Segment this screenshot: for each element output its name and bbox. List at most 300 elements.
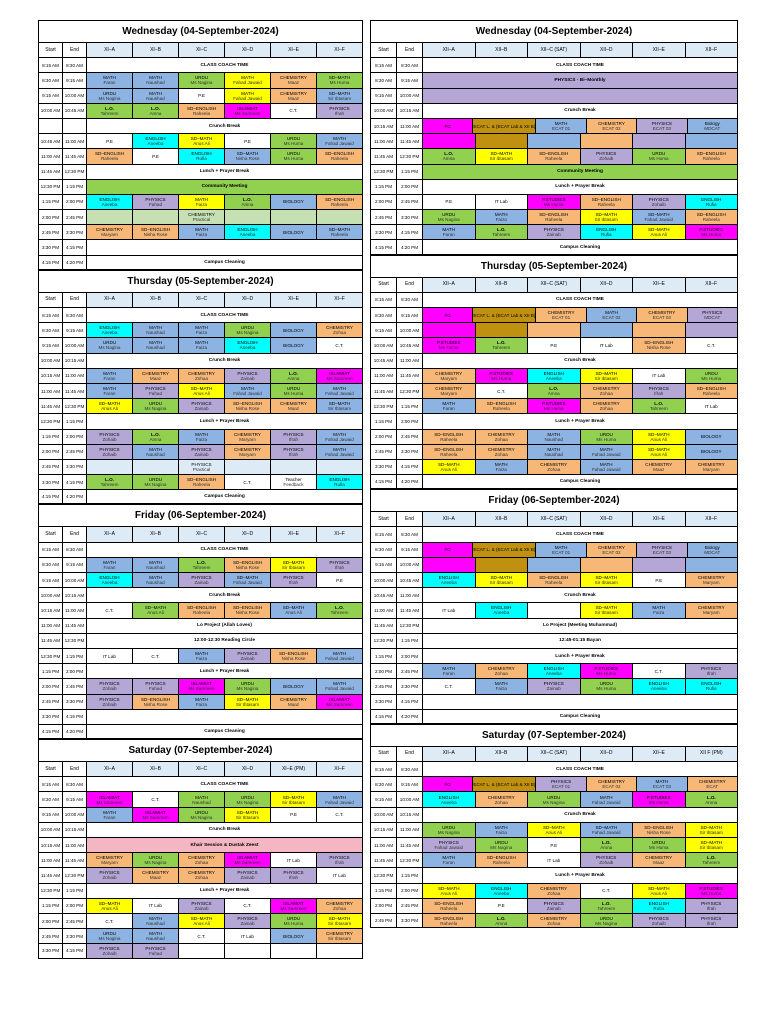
class-cell: [686, 664, 738, 678]
period-row: [38, 118, 363, 133]
merged-period: Lo Project (Allah Loves): [87, 619, 362, 633]
period-row: [38, 307, 363, 322]
middle-school-timetable: [38, 20, 363, 959]
class-cell: [633, 225, 686, 239]
subject-label: FG: [444, 781, 451, 787]
teacher-label: Fahad: [148, 391, 163, 397]
class-cell: [581, 460, 634, 474]
class-cell: [476, 369, 529, 383]
class-cell: [179, 89, 225, 103]
class-cell: [179, 899, 225, 913]
merged-period: Lunch + Prayer Break: [423, 414, 737, 428]
subject-label: P.E: [550, 342, 558, 348]
class-cell: [581, 664, 634, 678]
end-time: 12:30 PM: [397, 619, 423, 633]
period-row: [370, 474, 738, 489]
end-time: 8:30 AM: [397, 762, 423, 776]
period-row: [38, 867, 363, 882]
header-row: [370, 42, 738, 57]
teacher-label: Ms Huma: [283, 391, 304, 397]
class-cell: [476, 899, 529, 913]
subject-label: MATH: [195, 794, 208, 800]
start-time: 10:15 AM: [39, 838, 63, 852]
time-header: End: [397, 747, 423, 761]
teacher-label: Fahad Jawaid: [233, 80, 262, 86]
start-time: 11:00 AM: [39, 384, 63, 398]
end-time: 3:30 PM: [63, 225, 87, 239]
end-time: 4:15 PM: [63, 944, 87, 957]
teacher-label: Rufia: [705, 201, 717, 207]
teacher-label: Raheela: [330, 232, 349, 238]
class-cell: [423, 914, 476, 927]
end-time: 11:45 AM: [63, 619, 87, 633]
subject-label: C.T.: [243, 903, 252, 909]
teacher-label: Ms Huma: [648, 156, 669, 162]
subject-label: SD–MATH: [282, 559, 305, 565]
teacher-label: Zohaib: [102, 701, 117, 707]
class-cell: [317, 104, 362, 118]
end-time: 1:15 PM: [63, 180, 87, 194]
teacher-label: Ms Huma: [648, 799, 669, 805]
class-cell: [423, 210, 476, 224]
teacher-label: Maryam: [101, 860, 118, 866]
merged-period: Crunch Break: [87, 823, 362, 837]
class-cell: [317, 558, 362, 572]
time-header: End: [63, 43, 87, 57]
class-cell: [179, 73, 225, 87]
period-row: [38, 709, 363, 724]
subject-label: SD–ENGLISH: [486, 855, 516, 861]
teacher-label: Sir Ibtasam: [699, 845, 723, 851]
class-cell: [225, 149, 271, 163]
class-header: XI–C: [179, 762, 225, 776]
start-time: 1:15 PM: [39, 899, 63, 913]
start-time: 10:15 AM: [39, 369, 63, 383]
teacher-label: Ms Samreen: [234, 860, 261, 866]
period-row: [370, 557, 738, 572]
subject-label: ENGLISH: [491, 885, 512, 891]
period-row: [370, 429, 738, 444]
teacher-label: Fahad Jawaid: [325, 436, 354, 442]
class-cell: [87, 104, 133, 118]
header-row: [38, 292, 363, 307]
class-header: XI–D: [225, 527, 271, 541]
class-cell: [423, 679, 476, 693]
start-time: 9:15 AM: [39, 808, 63, 822]
class-cell: [476, 664, 529, 678]
time-header: Start: [371, 747, 397, 761]
class-header: XI–F: [317, 762, 362, 776]
class-cell: [225, 853, 271, 867]
class-cell: [528, 195, 581, 209]
period-row: [370, 88, 738, 103]
teacher-label: Raheela: [440, 451, 458, 457]
end-time: 12:30 PM: [63, 165, 87, 179]
subject-label: L.O.: [496, 227, 506, 233]
start-time: 8:15 AM: [371, 58, 397, 72]
teacher-label: Anus Ali: [440, 890, 458, 896]
class-cell: [133, 899, 179, 913]
subject-label: URDU: [102, 931, 117, 937]
teacher-label: Zainab: [240, 875, 255, 881]
teacher-label: Zainab: [546, 686, 561, 692]
class-header: XI–A: [87, 293, 133, 307]
period-row: [370, 791, 738, 806]
subject-label: ENGLISH: [145, 136, 166, 142]
day-title: Wednesday (04-September-2024): [38, 20, 363, 42]
class-cell: [87, 399, 133, 413]
teacher-label: Raheela: [100, 156, 119, 162]
class-cell: [317, 149, 362, 163]
subject-label: SD–MATH: [647, 431, 670, 437]
end-time: 4:15 PM: [63, 475, 87, 489]
class-header: XI–A: [87, 527, 133, 541]
period-row: [38, 72, 363, 87]
class-header: XII–E: [633, 747, 686, 761]
teacher-label: Faiza: [495, 466, 507, 472]
teacher-label: Ifrah: [654, 391, 664, 397]
class-cell: [686, 792, 738, 806]
teacher-label: Ms Nagina: [490, 845, 513, 851]
end-time: 12:30 PM: [397, 149, 423, 163]
teacher-label: Faran: [103, 80, 116, 86]
start-time: 8:30 AM: [371, 777, 397, 791]
subject-label: SD–ENGLISH: [486, 401, 516, 407]
subject-label: Biology: [704, 121, 720, 127]
class-cell: [633, 792, 686, 806]
class-cell: [317, 195, 362, 209]
teacher-label: Naushad: [146, 345, 165, 351]
class-cell: [423, 384, 476, 398]
subject-label: BIOLOGY: [283, 199, 304, 205]
period-row: [38, 542, 363, 557]
class-cell: [423, 777, 473, 791]
class-cell: [225, 868, 271, 882]
end-time: 3:30 PM: [397, 679, 423, 693]
teacher-label: ECAT 03: [652, 549, 671, 555]
teacher-label: Maryam: [702, 466, 720, 472]
class-cell: [688, 308, 737, 322]
teacher-label: Anus Ali: [440, 466, 458, 472]
subject-label: BIOLOGY: [283, 327, 304, 333]
start-time: 2:00 PM: [39, 914, 63, 928]
teacher-label: Zohaa: [194, 860, 209, 866]
teacher-label: Zainab: [194, 905, 209, 911]
subject-label: PHYSICS: [329, 105, 350, 111]
subject-label: CHEMISTRY: [142, 870, 169, 876]
class-cell: [423, 445, 476, 459]
class-cell: [225, 558, 271, 572]
class-cell: [423, 134, 476, 148]
subject-label: URDU: [286, 151, 301, 157]
subject-label: ENGLISH: [237, 227, 258, 233]
class-cell: [476, 914, 529, 927]
period-row: [38, 913, 363, 928]
start-time: 2:45 PM: [371, 914, 397, 927]
teacher-label: Zohaib: [102, 451, 117, 457]
teacher-label: ECAT 02: [602, 549, 621, 555]
class-cell: [225, 808, 271, 822]
period-row: [370, 837, 738, 852]
teacher-label: Ms Nagina: [98, 95, 121, 101]
subject-label: SD–MATH: [647, 227, 670, 233]
subject-label: ENGLISH: [99, 575, 120, 581]
period-row: [370, 57, 738, 72]
class-cell: [633, 399, 686, 413]
class-cell: [476, 573, 529, 587]
time-header: End: [397, 512, 423, 526]
class-cell: [225, 104, 271, 118]
subject-label: URDU: [148, 855, 163, 861]
class-cell: [581, 853, 634, 867]
subject-label: PHYSICS: [237, 370, 258, 376]
class-cell: [423, 338, 476, 352]
class-cell: [528, 838, 581, 852]
class-cell: [225, 792, 271, 806]
teacher-label: Zohaa: [494, 671, 508, 677]
class-cell: [581, 323, 634, 337]
start-time: 9:15 AM: [371, 558, 397, 572]
class-cell: [423, 543, 473, 557]
end-time: 4:15 PM: [63, 710, 87, 724]
class-cell: [528, 460, 581, 474]
merged-period: Community Meeting: [423, 165, 737, 179]
class-header: XI–E: [271, 293, 317, 307]
end-time: 11:00 AM: [63, 134, 87, 148]
end-time: 9:15 AM: [63, 323, 87, 337]
subject-label: L.O.: [496, 340, 506, 346]
merged-period: CLASS COACH TIME: [423, 293, 737, 307]
subject-label: SD–MATH: [437, 885, 460, 891]
subject-label: MATH: [605, 310, 618, 316]
class-cell: [686, 823, 738, 837]
class-cell: [271, 195, 317, 209]
class-cell: [581, 899, 634, 913]
end-time: 4:20 PM: [397, 240, 423, 253]
class-cell: [317, 369, 362, 383]
teacher-label: Nisha Rose: [143, 232, 168, 238]
class-cell: [686, 558, 738, 572]
teacher-label: ECAT 02: [602, 315, 621, 321]
subject-label: SD–MATH: [98, 900, 121, 906]
teacher-label: Maryam: [440, 391, 458, 397]
class-cell: [581, 914, 634, 927]
merged-period: Campus Cleaning: [87, 725, 362, 738]
subject-label: SD–MATH: [595, 370, 618, 376]
teacher-label: Faran: [103, 564, 116, 570]
period-row: [370, 822, 738, 837]
teacher-label: Zohaib: [102, 686, 117, 692]
teacher-label: Zainab: [194, 451, 209, 457]
start-time: 2:45 PM: [371, 445, 397, 459]
class-cell: [179, 603, 225, 617]
class-cell: [225, 399, 271, 413]
teacher-label: Feedback: [283, 482, 304, 488]
subject-label: C.T.: [105, 607, 114, 613]
class-cell: [581, 225, 634, 239]
end-time: 9:15 AM: [397, 777, 423, 791]
subject-label: URDU: [494, 840, 508, 846]
teacher-label: ECAT 03: [652, 315, 671, 321]
teacher-label: Anus Ali: [193, 391, 210, 397]
teacher-label: Zohaib: [102, 875, 117, 881]
class-cell: [581, 445, 634, 459]
subject-label: SD–ENGLISH: [539, 212, 569, 218]
end-time: 9:15 AM: [63, 558, 87, 572]
class-cell: [581, 792, 634, 806]
subject-label: PHYSICS: [191, 575, 212, 581]
class-cell: [133, 399, 179, 413]
end-time: 2:45 PM: [397, 195, 423, 209]
subject-label: MATH: [149, 90, 162, 96]
teacher-label: MDCAT: [704, 549, 721, 555]
teacher-label: Faran: [103, 814, 116, 820]
teacher-label: Aneeba: [440, 799, 457, 805]
subject-label: P.STUDIES: [541, 196, 566, 202]
teacher-label: Raheela: [702, 217, 720, 223]
subject-label: SD–ENGLISH: [644, 340, 674, 346]
period-row: [38, 398, 363, 413]
start-time: 10:00 AM: [39, 588, 63, 602]
end-time: 10:45 AM: [63, 104, 87, 118]
class-cell: [633, 134, 686, 148]
class-header: XII–A: [423, 747, 476, 761]
class-header: XI–F: [317, 527, 362, 541]
class-cell: [423, 899, 476, 913]
subject-label: IT Lab: [103, 653, 116, 659]
class-cell: [133, 445, 179, 459]
end-time: 2:45 PM: [63, 210, 87, 224]
class-cell: [423, 225, 476, 239]
merged-period: [87, 710, 362, 724]
class-cell: [87, 649, 133, 663]
subject-label: MATH: [599, 461, 613, 467]
teacher-label: Sir Ibtasam: [235, 701, 260, 707]
teacher-label: Naushad: [146, 451, 165, 457]
subject-label: FG: [444, 312, 451, 318]
teacher-label: Fahad Jawaid: [325, 141, 354, 147]
teacher-label: Ms Samreen: [142, 814, 169, 820]
subject-label: SD–MATH: [700, 840, 723, 846]
subject-label: MATH: [333, 136, 346, 142]
end-time: 9:15 AM: [63, 792, 87, 806]
class-cell: [581, 679, 634, 693]
teacher-label: Nisha Rose: [235, 156, 260, 162]
teacher-label: Amna: [705, 799, 718, 805]
period-row: [38, 724, 363, 739]
teacher-label: Rufia: [600, 232, 612, 238]
subject-label: MATH: [241, 386, 254, 392]
class-cell: [686, 853, 738, 867]
period-row: [38, 883, 363, 898]
subject-label: PHYSICS: [191, 446, 212, 452]
subject-label: CHEMISTRY: [234, 446, 261, 452]
subject-label: ECAT L. & (ECAT Lab & XII B): [473, 781, 536, 787]
class-cell: [528, 384, 581, 398]
subject-label: L.O.: [243, 196, 252, 202]
end-time: 3:30 PM: [63, 460, 87, 474]
class-cell: [686, 445, 738, 459]
teacher-label: Zohaib: [651, 201, 666, 207]
subject-label: MATH: [442, 401, 456, 407]
teacher-label: Ifrah: [288, 875, 299, 881]
class-cell: [133, 603, 179, 617]
subject-label: CHEMISTRY: [280, 401, 307, 407]
teacher-label: Ms Nagina: [542, 799, 565, 805]
subject-label: MATH: [554, 544, 568, 550]
subject-label: C.T.: [335, 342, 344, 348]
class-cell: [423, 460, 476, 474]
class-cell: [179, 134, 225, 148]
time-header: Start: [371, 278, 397, 292]
end-time: 1:15 PM: [63, 884, 87, 898]
class-cell: [637, 119, 687, 133]
class-cell: [633, 323, 686, 337]
merged-period: CLASS COACH TIME: [87, 58, 362, 72]
teacher-label: Naushad: [544, 436, 563, 442]
teacher-label: Ms Samreen: [234, 110, 261, 116]
class-cell: [133, 460, 179, 474]
teacher-label: Ms Nagina: [236, 799, 259, 805]
class-cell: [87, 558, 133, 572]
class-cell: [133, 868, 179, 882]
end-time: 2:45 PM: [397, 664, 423, 678]
period-row: [370, 337, 738, 352]
teacher-label: Tahreem: [100, 110, 119, 116]
subject-label: C.T.: [707, 342, 716, 348]
teacher-label: Ms Samreen: [326, 375, 353, 381]
teacher-label: Naushad: [146, 936, 165, 942]
teacher-label: Ms Huma: [596, 436, 617, 442]
teacher-label: Fahad Jawaid: [233, 391, 262, 397]
subject-label: SD–ENGLISH: [696, 212, 726, 218]
period-row: [38, 852, 363, 867]
subject-label: IT Lab: [149, 903, 162, 909]
subject-label: ISLAMIAT: [237, 855, 258, 861]
teacher-label: Sir Ibtasam: [699, 829, 723, 835]
start-time: 3:30 PM: [39, 240, 63, 254]
class-cell: [133, 944, 179, 957]
subject-label: BIOLOGY: [700, 434, 722, 440]
class-cell: [528, 430, 581, 444]
subject-label: L.O.: [706, 794, 716, 800]
subject-label: PHYSICS: [596, 151, 617, 157]
subject-label: PHYSICS: [99, 431, 120, 437]
class-cell: [686, 369, 738, 383]
end-time: 2:00 PM: [397, 884, 423, 898]
class-cell: [225, 944, 271, 957]
class-cell: [179, 384, 225, 398]
end-time: 4:15 PM: [63, 240, 87, 254]
class-cell: [473, 119, 536, 133]
subject-label: SD–ENGLISH: [434, 446, 464, 452]
start-time: 4:15 PM: [39, 725, 63, 738]
subject-label: SD–ENGLISH: [434, 431, 464, 437]
teacher-label: Zainab: [546, 905, 561, 911]
period-row: [38, 413, 363, 428]
subject-label: MATH: [195, 651, 208, 657]
start-time: 2:45 PM: [371, 679, 397, 693]
day-block: [370, 20, 738, 255]
subject-label: L.O.: [151, 431, 160, 437]
period-row: [370, 776, 738, 791]
teacher-label: Zohaa: [547, 920, 561, 926]
period-row: [38, 444, 363, 459]
start-time: 12:30 PM: [371, 399, 397, 413]
class-cell: [225, 225, 271, 239]
subject-label: MATH: [195, 196, 208, 202]
class-cell: [87, 195, 133, 209]
